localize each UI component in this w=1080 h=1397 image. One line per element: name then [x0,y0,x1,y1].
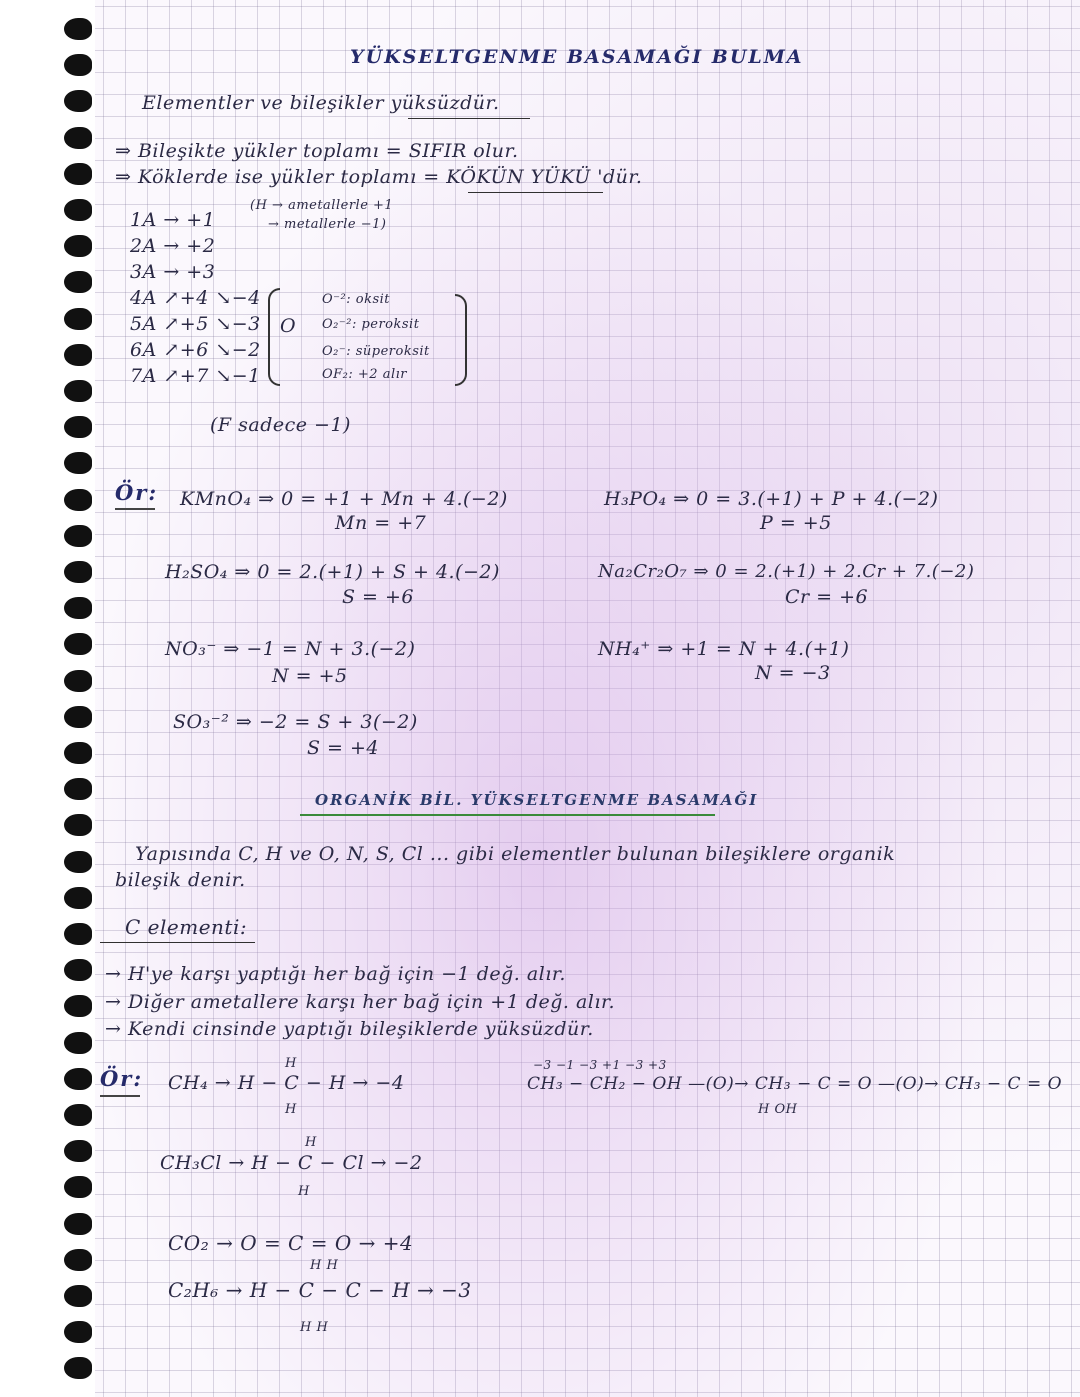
c2h6-bottom-h: H H [300,1320,329,1335]
example-nh4-result: N = −3 [755,662,831,684]
example-so3-result: S = +4 [307,737,380,759]
oxidation-chain: CH₃ − CH₂ − OH —(O)→ CH₃ − C = O —(O)→ CH₃ − C = O [527,1074,1063,1094]
fluorine-note: (F sadece −1) [210,414,351,436]
rule-compound: ⇒ Bileşikte yükler toplamı = SIFIR olur. [115,140,519,162]
binding-ring [64,923,92,945]
example-no3: NO₃⁻ ⇒ −1 = N + 3.(−2) [165,638,416,660]
ch4-bottom-h: H [285,1102,297,1117]
organic-title-underline [300,810,715,816]
example-no3-result: N = +5 [272,665,348,687]
binding-ring [64,670,92,692]
oxidation-chain-charges: −3 −1 −3 +1 −3 +3 [533,1058,667,1072]
group-3a: 3A → +3 [130,261,216,283]
c-rule-hydrogen: → H'ye karşı yaptığı her bağ için −1 değ. alır. [105,963,566,985]
example-h2so4: H₂SO₄ ⇒ 0 = 2.(+1) + S + 4.(−2) [165,561,500,583]
binding-ring [64,706,92,728]
page-title: YÜKSELTGENME BASAMAĞI BULMA [350,46,804,68]
ch4-structure: CH₄ → H − C − H → −4 [168,1072,405,1094]
binding-ring [64,1357,92,1379]
notebook-binding [0,0,95,1397]
binding-ring [64,1068,92,1090]
group-2a: 2A → +2 [130,235,216,257]
binding-ring [64,489,92,511]
hydrogen-note-line2: → metallerle −1) [268,217,387,232]
binding-ring [64,1285,92,1307]
binding-ring [64,851,92,873]
oxygen-bracket-left [268,288,280,386]
example-kmno4: KMnO₄ ⇒ 0 = +1 + Mn + 4.(−2) [180,488,508,510]
binding-ring [64,344,92,366]
binding-ring [64,163,92,185]
binding-ring [64,1321,92,1343]
rule-ion-underline [468,192,603,193]
binding-ring [64,597,92,619]
binding-ring [64,1213,92,1235]
example-so3: SO₃⁻² ⇒ −2 = S + 3(−2) [173,711,418,733]
rule-ion: ⇒ Köklerde ise yükler toplamı = KÖKÜN YÜKÜ 'dür. [115,166,643,188]
organic-section-title: ORGANİK BİL. YÜKSELTGENME BASAMAĞI [315,791,759,809]
binding-ring [64,778,92,800]
example2-label-underline [100,1095,140,1097]
binding-ring [64,90,92,112]
intro-underline [408,118,530,119]
example-na2cr2o7-result: Cr = +6 [785,586,869,608]
c2h6-structure: C₂H₆ → H − C − C − H → −3 [168,1278,472,1302]
binding-ring [64,742,92,764]
group-1a: 1A → +1 [130,209,216,231]
example-h2so4-result: S = +6 [342,586,415,608]
group-7a: 7A ↗+7 ↘−1 [130,365,261,387]
oxygen-superoxide: O₂⁻: süperoksit [322,344,430,359]
binding-ring [64,380,92,402]
hydrogen-note-line1: (H → ametallerle +1 [250,198,394,213]
binding-ring [64,995,92,1017]
example-h3po4: H₃PO₄ ⇒ 0 = 3.(+1) + P + 4.(−2) [604,488,939,510]
binding-ring [64,18,92,40]
binding-ring [64,199,92,221]
binding-ring [64,561,92,583]
ch3cl-bottom-h: H [298,1184,310,1199]
binding-ring [64,416,92,438]
group-5a: 5A ↗+5 ↘−3 [130,313,261,335]
example-na2cr2o7: Na₂Cr₂O₇ ⇒ 0 = 2.(+1) + 2.Cr + 7.(−2) [598,561,975,582]
binding-ring [64,452,92,474]
organic-definition-line1: Yapısında C, H ve O, N, S, Cl ... gibi elementler bulunan bileşiklere organik [135,843,896,865]
binding-ring [64,308,92,330]
example-label: Ör: [115,480,159,505]
grid-paper [95,0,1080,1397]
oxygen-symbol: O [280,315,297,337]
c-rule-self: → Kendi cinsinde yaptığı bileşiklerde yüksüzdür. [105,1018,594,1040]
binding-ring [64,235,92,257]
co2-structure: CO₂ → O = C = O → +4 [168,1231,414,1255]
oxygen-bracket-right [455,294,467,386]
intro-text: Elementler ve bileşikler yüksüzdür. [142,92,500,114]
oxidation-chain-substituents: H OH [758,1102,798,1117]
example-nh4: NH₄⁺ ⇒ +1 = N + 4.(+1) [598,638,850,660]
example-label-underline [115,508,155,510]
binding-ring [64,1032,92,1054]
binding-ring [64,271,92,293]
binding-ring [64,1104,92,1126]
organic-definition-line2: bileşik denir. [115,869,246,891]
binding-ring [64,814,92,836]
binding-ring [64,633,92,655]
c-rule-nonmetals: → Diğer ametallere karşı her bağ için +1 değ. alır. [105,991,615,1013]
binding-ring [64,54,92,76]
binding-ring [64,959,92,981]
example-h3po4-result: P = +5 [760,512,832,534]
oxygen-peroxide: O₂⁻²: peroksit [322,317,420,332]
binding-ring [64,127,92,149]
example2-label: Ör: [100,1066,144,1091]
c-element-heading: C elementi: [125,915,248,939]
group-4a: 4A ↗+4 ↘−4 [130,287,261,309]
binding-ring [64,1140,92,1162]
c-element-underline [100,942,255,943]
binding-ring [64,1249,92,1271]
binding-ring [64,887,92,909]
oxygen-of2: OF₂: +2 alır [322,367,407,382]
ch3cl-top-h: H [305,1135,317,1150]
ch4-top-h: H [285,1056,297,1071]
binding-ring [64,525,92,547]
ch3cl-structure: CH₃Cl → H − C − Cl → −2 [160,1152,423,1174]
oxygen-oxide: O⁻²: oksit [322,292,391,307]
example-kmno4-result: Mn = +7 [335,512,427,534]
group-6a: 6A ↗+6 ↘−2 [130,339,261,361]
c2h6-top-h: H H [310,1258,339,1273]
binding-ring [64,1176,92,1198]
